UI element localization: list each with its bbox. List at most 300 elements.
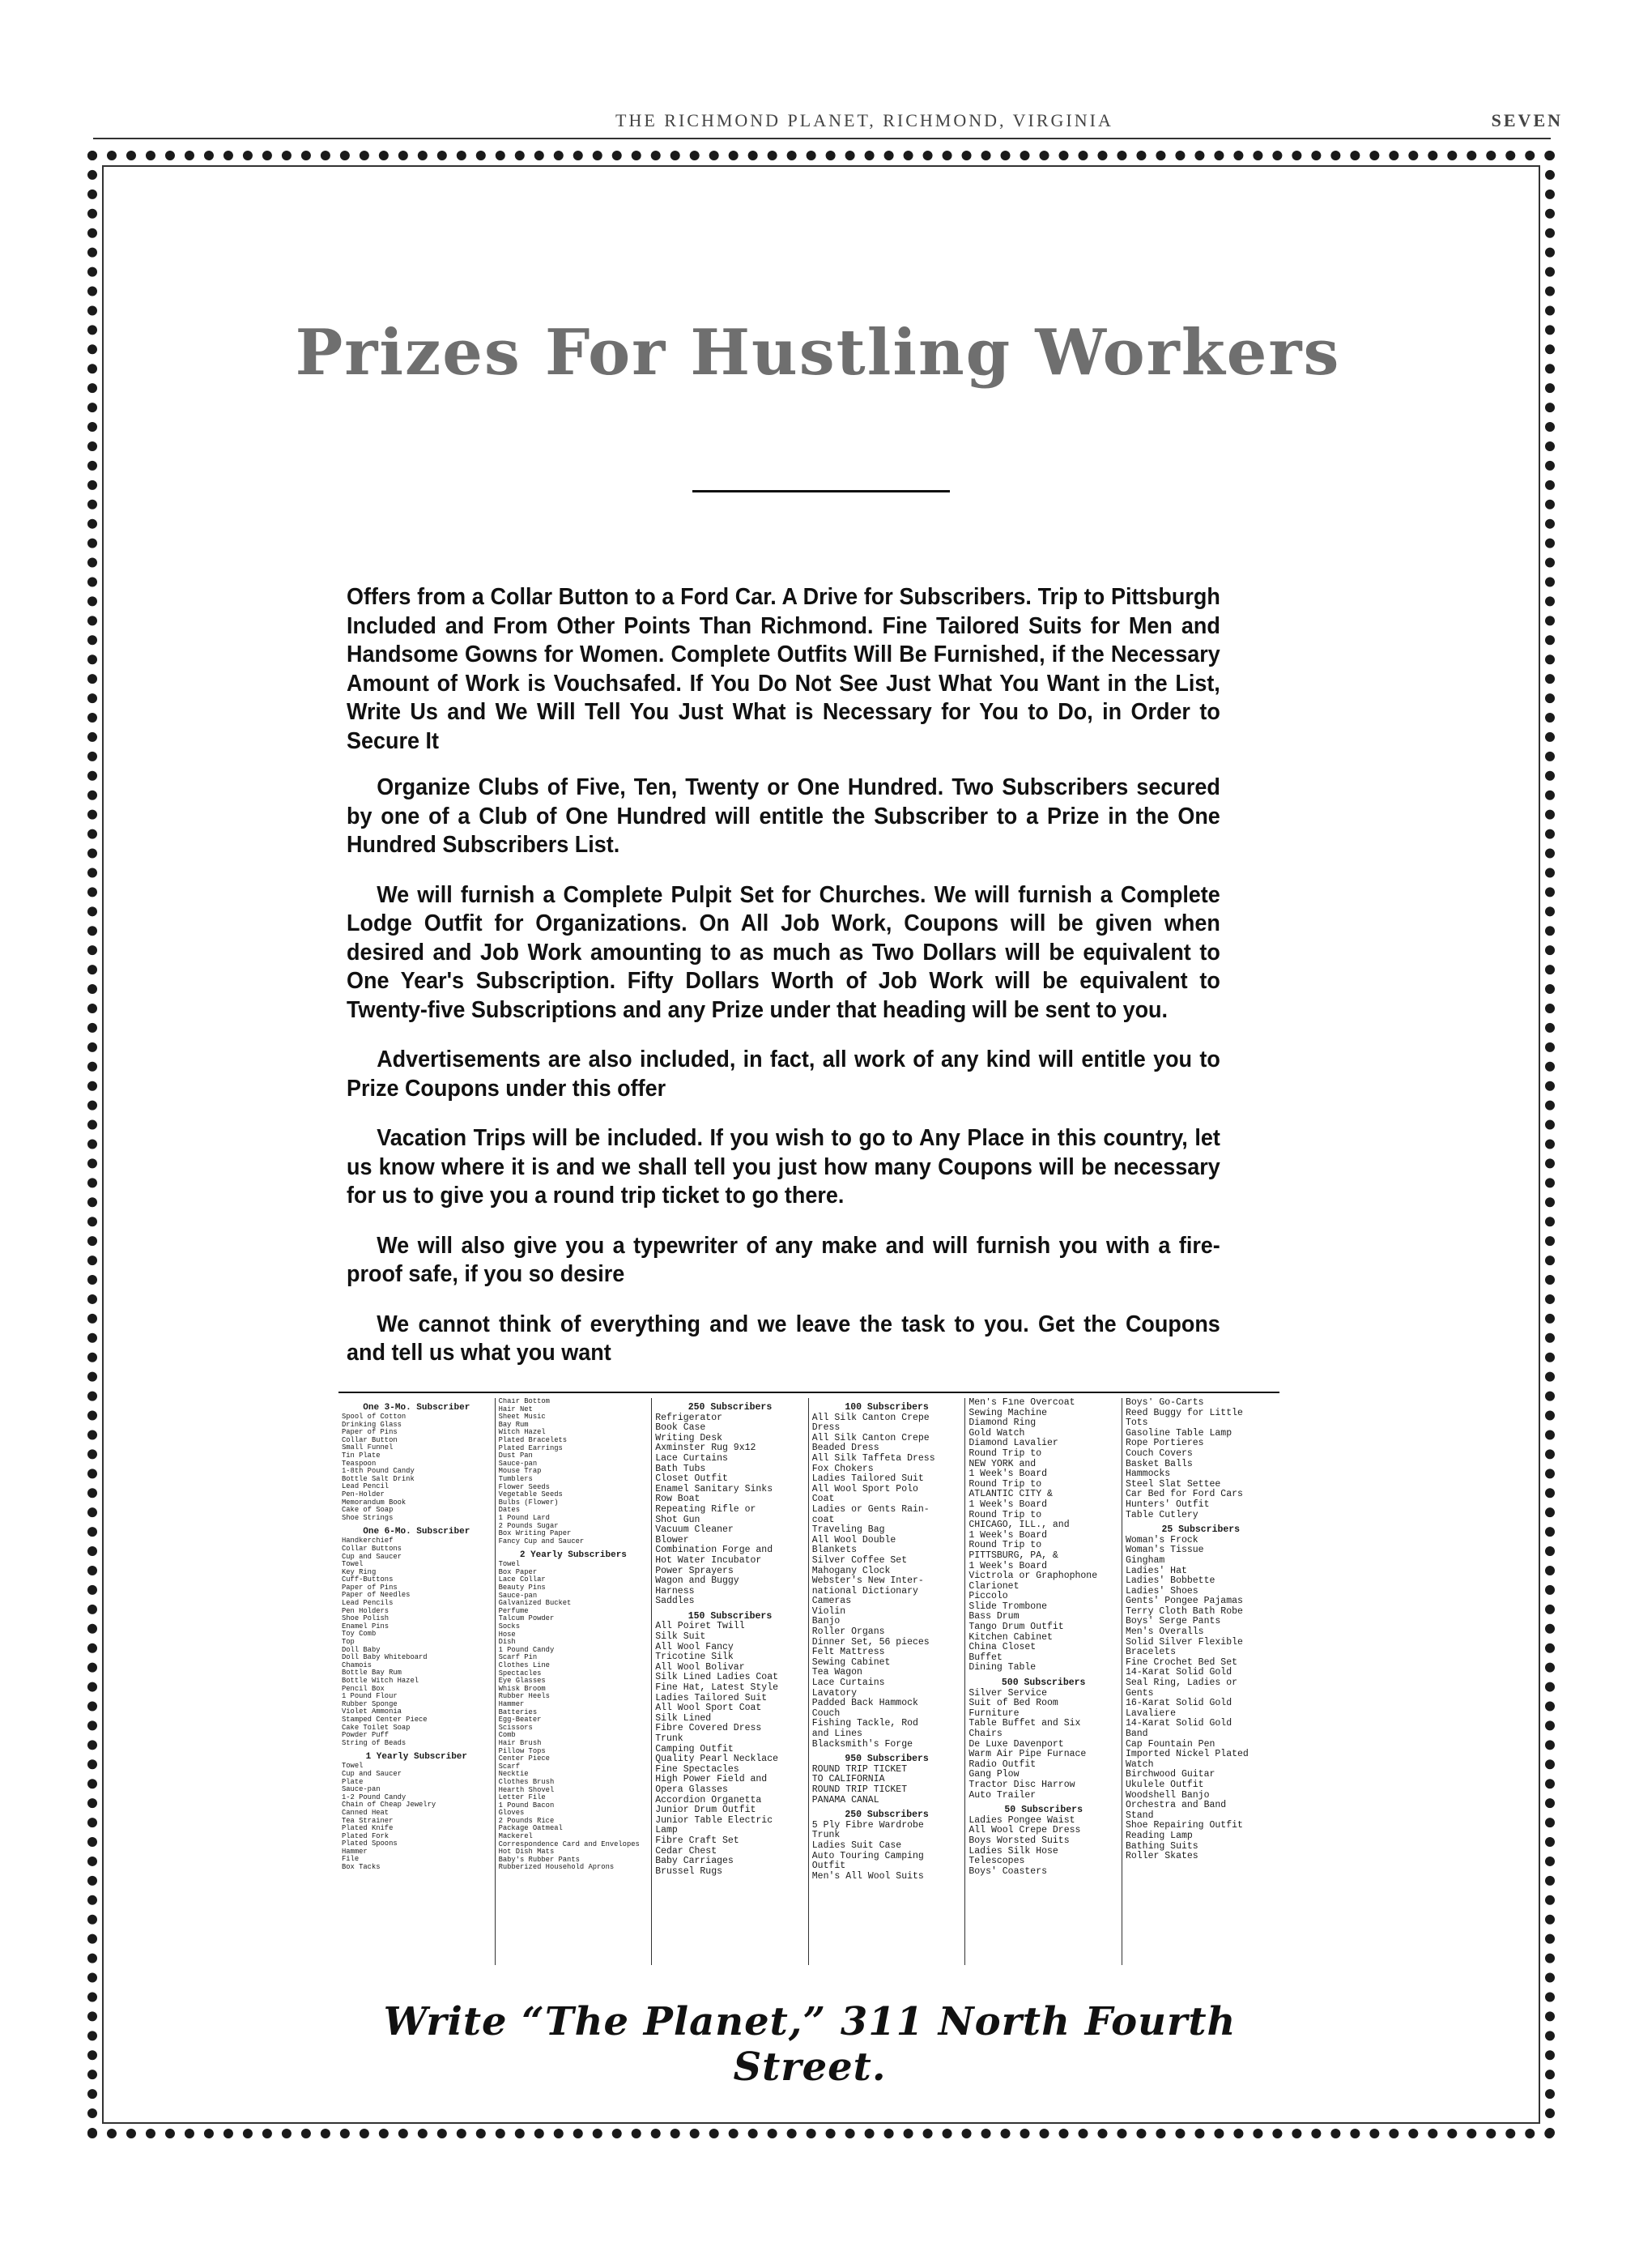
prize-item: Saddles <box>655 1596 695 1607</box>
prize-item: Trunk <box>655 1733 683 1744</box>
prize-item: Tots <box>1125 1418 1148 1429</box>
prize-item: Coat <box>811 1494 835 1505</box>
prize-item: Band <box>1125 1729 1148 1739</box>
prize-item: All Poiret Twill <box>655 1621 745 1632</box>
prize-item: TO CALIFORNIA <box>811 1774 885 1785</box>
prize-item: Sewing Cabinet <box>811 1656 891 1668</box>
prize-item: Ladies' Bobbette <box>1125 1575 1215 1587</box>
prize-group-heading: 250 Subscribers <box>845 1810 929 1821</box>
prize-item: Round Trip to <box>968 1478 1042 1490</box>
prize-item: Violet Ammonia <box>342 1707 402 1716</box>
prize-item: High Power Field and <box>655 1774 768 1785</box>
prize-item: Enamel Pins <box>342 1622 390 1631</box>
prize-item: Men's Fine Overcoat <box>968 1398 1075 1408</box>
prize-item: Blower <box>655 1534 689 1545</box>
prize-item: Scissors <box>498 1723 533 1732</box>
prize-item: Enamel Sanitary Sinks <box>655 1483 773 1494</box>
prize-item: Hair Net <box>498 1405 533 1413</box>
prize-item: Perfume <box>498 1606 529 1615</box>
prize-item: All Wool Fancy <box>655 1641 734 1652</box>
prize-item: Mahogany Clock <box>811 1565 891 1576</box>
prize-item: 1 Week's Board <box>968 1498 1047 1510</box>
prize-item: Box Writing Paper <box>498 1529 572 1538</box>
prize-item: Fine Crochet Bed Set <box>1125 1656 1237 1668</box>
prize-item: Stamped Center Piece <box>342 1715 428 1724</box>
prize-item: Shot Gun <box>655 1514 700 1525</box>
prize-item: Plated Spoons <box>342 1840 398 1848</box>
prize-item: Tango Drum Outfit <box>968 1622 1064 1633</box>
prize-item: Bathing Suits <box>1125 1840 1198 1852</box>
paragraph: Vacation Trips will be included. If you wish to go to Any Place in this country, let us know where it is and we shall tell you just how many Coupons will be necessary for us to give you a round trip ticket to go there. <box>347 1125 1220 1209</box>
prize-item: Gingham <box>1125 1554 1165 1566</box>
prize-list-rule <box>338 1392 1279 1393</box>
prize-item: Lead Pencil <box>342 1482 390 1491</box>
prize-item: Canned Heat <box>342 1808 390 1817</box>
prize-item: Fibre Covered Dress <box>655 1723 762 1734</box>
prize-item: Shoe Strings <box>342 1513 394 1522</box>
prize-item: Plated Knife <box>342 1824 394 1833</box>
prize-item: Banjo <box>811 1616 841 1627</box>
prize-item: Roller Skates <box>1125 1851 1198 1862</box>
prize-item: CHICAGO, ILL., and <box>968 1520 1070 1531</box>
prize-item: Egg-Beater <box>498 1716 542 1724</box>
prize-item: Repeating Rifle or <box>655 1503 756 1515</box>
prize-item: Junior Drum Outfit <box>655 1805 756 1816</box>
prize-item: Collar Button <box>342 1435 398 1444</box>
prize-item: Cake Toilet Soap <box>342 1723 411 1732</box>
prize-item: Paper of Needles <box>342 1591 411 1600</box>
prize-item: Cake of Soap <box>342 1506 394 1515</box>
prize-item: Silver Coffee Set <box>811 1554 908 1566</box>
prize-item: Dates <box>498 1506 520 1515</box>
prize-item: Fishing Tackle, Rod <box>811 1718 918 1729</box>
prize-item: Hammer <box>342 1847 368 1856</box>
prize-item: Dish <box>498 1638 516 1647</box>
prize-item: Collar Buttons <box>342 1544 402 1553</box>
prize-item: String of Beads <box>342 1738 407 1747</box>
prize-item: Tumblers <box>498 1474 533 1483</box>
prize-item: Men's Overalls <box>1125 1626 1204 1638</box>
prize-item: 1-8th Pound Candy <box>342 1467 415 1476</box>
prize-item: Ladies' Shoes <box>1125 1585 1198 1597</box>
prize-item: Woman's Tissue <box>1125 1545 1204 1556</box>
prize-item: Dinner Set, 56 pieces <box>811 1636 930 1648</box>
prize-item: Ladies Tailored Suit <box>655 1692 768 1703</box>
prize-item: Bulbs (Flower) <box>498 1498 559 1507</box>
prize-item: Imported Nickel Plated <box>1125 1749 1249 1760</box>
prize-item: Combination Forge and <box>655 1545 773 1556</box>
prize-item: Chain of Cheap Jewelry <box>342 1801 436 1810</box>
prize-item: Top <box>342 1638 355 1647</box>
prize-group-heading: 500 Subscribers <box>1001 1678 1086 1689</box>
prize-item: Talcum Powder <box>498 1614 555 1623</box>
prize-item: All Wool Sport Coat <box>655 1703 762 1714</box>
prize-item: File <box>342 1855 360 1864</box>
prize-item: Rubber Heels <box>498 1692 550 1701</box>
prize-item: Plated Fork <box>342 1831 390 1840</box>
prize-item: Car Bed for Ford Cars <box>1125 1489 1243 1500</box>
prize-item: Power Sprayers <box>655 1565 734 1576</box>
prize-item: Mackerel <box>498 1832 533 1841</box>
prize-item: Flower Seeds <box>498 1482 550 1491</box>
headline: Prizes For Hustling Workers <box>295 316 1341 390</box>
prize-item: Ladies Tailored Suit <box>811 1473 924 1485</box>
page-number: SEVEN <box>1491 110 1563 130</box>
prize-item: All Wool Sport Polo <box>811 1483 918 1494</box>
prize-item: Whisk Broom <box>498 1684 546 1693</box>
prize-item: Lace Collar <box>498 1575 546 1584</box>
prize-item: Diamond Lavalier <box>968 1438 1058 1449</box>
prize-item: Hearth Shovel <box>498 1785 555 1794</box>
prize-item: Drinking Glass <box>342 1420 402 1429</box>
prize-item: Writing Desk <box>655 1432 723 1443</box>
prize-item: Ladies Pongee Waist <box>968 1814 1075 1826</box>
prize-item: Tin Plate <box>342 1451 381 1460</box>
prize-item: Watch <box>1125 1759 1154 1770</box>
prize-item: All Wool Crepe Dress <box>968 1825 1081 1836</box>
prize-item: Sauce-pan <box>342 1785 381 1794</box>
prize-item: Boys Worsted Suits <box>968 1835 1070 1846</box>
prize-item: Trunk <box>811 1830 841 1841</box>
prize-item: All Silk Canton Crepe <box>811 1412 930 1423</box>
prize-item: Auto Trailer <box>968 1789 1037 1801</box>
prize-item: Plated Earrings <box>498 1443 563 1452</box>
prize-item: Box Paper <box>498 1567 538 1576</box>
prize-item: Blankets <box>811 1545 857 1556</box>
prize-item: Tea Strainer <box>342 1816 394 1825</box>
prize-item: coat <box>811 1514 835 1525</box>
prize-item: 1 Pound Flour <box>342 1692 398 1701</box>
prize-group-heading: 950 Subscribers <box>845 1754 929 1765</box>
paragraph: Offers from a Collar Button to a Ford Car. A Drive for Subscribers. Trip to Pittsburgh Included and From Other Points Than Richmond. Fine Tailored Suits for Men and Handsome Gowns for Women. Complete Outfits Will Be Furnished, if the Necessary Amount of Work is Vouchsafed. If You Do Not See Just What You Want in the List, Write Us and We Will Tell You Just What is Necessary for You to Do, in Order to Secure It <box>347 584 1220 754</box>
prize-group-heading: 50 Subscribers <box>1004 1805 1083 1816</box>
prize-item: Gang Plow <box>968 1769 1020 1780</box>
prize-item: Hammer <box>498 1699 525 1708</box>
prize-item: Couch <box>811 1707 841 1719</box>
prize-item: Chair Bottom <box>498 1398 550 1405</box>
prize-item: Pen Holders <box>342 1606 390 1615</box>
prize-item: Batteries <box>498 1707 538 1716</box>
prize-item: Fibre Craft Set <box>655 1835 739 1846</box>
prize-item: Clarionet <box>968 1580 1020 1592</box>
prize-item: Rubber Sponge <box>342 1699 398 1708</box>
prize-item: Towel <box>342 1560 364 1569</box>
prize-group-heading: 100 Subscribers <box>845 1402 929 1413</box>
prize-item: Birchwood Guitar <box>1125 1769 1215 1780</box>
prize-item: Refrigerator <box>655 1412 723 1423</box>
prize-item: Ladies Silk Hose <box>968 1845 1058 1857</box>
prize-item: Ladies' Hat <box>1125 1565 1187 1576</box>
prize-item: Gold Watch <box>968 1427 1025 1439</box>
prize-item: De Luxe Davenport <box>968 1738 1064 1750</box>
prize-item: Clothes Line <box>498 1661 550 1669</box>
body-text <box>347 583 1220 1389</box>
prize-item: Hammocks <box>1125 1469 1171 1480</box>
prize-item: Cap Fountain Pen <box>1125 1738 1215 1750</box>
prize-column <box>1122 1398 1279 1965</box>
prize-item: 1 Week's Board <box>968 1560 1047 1571</box>
prize-item: Telescopes <box>968 1856 1025 1867</box>
prize-item: Spectacles <box>498 1669 542 1678</box>
prize-column <box>809 1398 966 1965</box>
prize-item: Paper of Pins <box>342 1583 398 1592</box>
prize-item: Silver Service <box>968 1687 1047 1699</box>
prize-item: national Dictionary <box>811 1585 918 1597</box>
prize-item: Toy Comb <box>342 1630 377 1639</box>
prize-item: Chamois <box>342 1660 372 1669</box>
prize-item: Basket Balls <box>1125 1458 1193 1469</box>
prize-item: All Silk Canton Crepe <box>811 1432 930 1443</box>
prize-item: Terry Cloth Bath Robe <box>1125 1605 1243 1617</box>
prize-item: Lace Curtains <box>655 1452 728 1464</box>
prize-item: Row Boat <box>655 1494 700 1505</box>
prize-group-heading: 25 Subscribers <box>1161 1524 1241 1536</box>
prize-group-heading: 1 Yearly Subscriber <box>365 1752 467 1763</box>
prize-item: Boys' Serge Pants <box>1125 1616 1221 1627</box>
prize-item: Bottle Witch Hazel <box>342 1677 419 1685</box>
prize-item: Opera Glasses <box>655 1784 728 1795</box>
prize-item: Tractor Disc Harrow <box>968 1779 1075 1790</box>
prize-item: Pencil Box <box>342 1684 385 1693</box>
prize-item: Doll Baby Whiteboard <box>342 1653 428 1662</box>
prize-item: PITTSBURG, PA, & <box>968 1550 1058 1561</box>
prize-item: Package Oatmeal <box>498 1824 563 1833</box>
prize-item: Silk Suit <box>655 1631 706 1643</box>
headline-rule <box>692 490 950 492</box>
prize-item: Closet Outfit <box>655 1473 728 1485</box>
prize-item: Warm Air Pipe Furnace <box>968 1749 1087 1760</box>
prize-item: Galvanized Bucket <box>498 1599 572 1608</box>
prize-item: Couch Covers <box>1125 1447 1193 1459</box>
prize-item: Beauty Pins <box>498 1584 546 1592</box>
prize-item: Dress <box>811 1422 841 1434</box>
prize-list <box>338 1398 1279 1965</box>
prize-item: All Silk Taffeta Dress <box>811 1452 935 1464</box>
prize-item: Doll Baby <box>342 1645 381 1654</box>
prize-item: Socks <box>498 1622 520 1631</box>
prize-item: Junior Table Electric <box>655 1814 773 1826</box>
prize-item: Lace Curtains <box>811 1678 885 1689</box>
prize-item: Shoe Polish <box>342 1614 390 1623</box>
prize-item: All Wool Double <box>811 1534 896 1545</box>
prize-item: Gasoline Table Lamp <box>1125 1427 1232 1439</box>
prize-item: Plate <box>342 1777 364 1786</box>
prize-item: Hot Water Incubator <box>655 1554 762 1566</box>
prize-item: Lavatory <box>811 1687 857 1699</box>
prize-item: Hot Dish Mats <box>498 1848 555 1857</box>
prize-item: Slide Trombone <box>968 1601 1047 1612</box>
prize-item: Hose <box>498 1630 516 1639</box>
prize-item: Sewing Machine <box>968 1407 1047 1418</box>
prize-item: Paper of Pins <box>342 1428 398 1437</box>
prize-item: Camping Outfit <box>655 1743 734 1754</box>
paragraph: Organize Clubs of Five, Ten, Twenty or One Hundred. Two Subscribers secured by one of a Club of One Hundred will entitle the Subscriber to a Prize in the One Hundred Subscribers List. <box>347 774 1220 858</box>
prize-item: Tricotine Silk <box>655 1652 734 1663</box>
paragraph: We cannot think of everything and we leave the task to you. Get the Coupons and tell us what you want <box>347 1311 1220 1366</box>
masthead-rule <box>93 138 1551 139</box>
prize-item: Boys' Coasters <box>968 1865 1047 1877</box>
prize-item: Eye Glasses <box>498 1677 546 1686</box>
prize-item: Axminster Rug 9x12 <box>655 1443 756 1454</box>
prize-item: Blacksmith's Forge <box>811 1738 913 1750</box>
prize-item: Accordion Organetta <box>655 1794 762 1805</box>
prize-item: Lamp <box>655 1825 678 1836</box>
prize-item: Table Cutlery <box>1125 1509 1198 1520</box>
paragraph: We will furnish a Complete Pulpit Set for Churches. We will furnish a Complete Lodge Outfit for Organizations. On All Job Work, Coupons will be given when desired and Job Work amounting to as much as Two Dollars will be equivalent to One Year's Subscription. Fifty Dollars Worth of Job Work will be equivalent to Twenty-five Subscriptions and any Prize under that heading will be sent to you. <box>347 881 1220 1023</box>
paragraph: We will also give you a typewriter of any make and will furnish you with a fire-proof safe, if you so desire <box>347 1232 1220 1287</box>
prize-item: Kitchen Cabinet <box>968 1631 1053 1643</box>
prize-item: Fox Chokers <box>811 1463 874 1474</box>
prize-item: Towel <box>342 1762 364 1771</box>
prize-item: China Closet <box>968 1642 1037 1653</box>
prize-item: Book Case <box>655 1422 706 1434</box>
prize-item: Baby Carriages <box>655 1856 734 1867</box>
prize-item: Gents' Pongee Pajamas <box>1125 1596 1243 1607</box>
prize-item: Diamond Ring <box>968 1418 1037 1429</box>
prize-item: Piccolo <box>968 1591 1008 1602</box>
prize-item: Felt Mattress <box>811 1647 885 1658</box>
prize-item: Table Buffet and Six <box>968 1718 1081 1729</box>
prize-item: 1 Pound Bacon <box>498 1801 555 1810</box>
prize-item: Tea Wagon <box>811 1667 862 1678</box>
prize-item: Hair Brush <box>498 1738 542 1747</box>
prize-item: Solid Silver Flexible <box>1125 1636 1243 1648</box>
prize-item: 2 Pounds Sugar <box>498 1521 559 1530</box>
prize-item: 1-2 Pound Candy <box>342 1793 407 1801</box>
prize-item: 1 Pound Lard <box>498 1513 550 1522</box>
prize-item: Gents <box>1125 1687 1154 1699</box>
prize-item: Round Trip to <box>968 1509 1042 1520</box>
prize-item: Wagon and Buggy <box>655 1575 739 1587</box>
prize-item: Lavaliere <box>1125 1707 1177 1719</box>
prize-column <box>496 1398 653 1965</box>
prize-item: Witch Hazel <box>498 1428 546 1437</box>
prize-item: Stand <box>1125 1810 1154 1821</box>
prize-item: Reading Lamp <box>1125 1830 1193 1841</box>
prize-item: 2 Pounds Rice <box>498 1816 555 1825</box>
prize-item: Cameras <box>811 1596 852 1607</box>
prize-item: Orchestra and Band <box>1125 1800 1227 1811</box>
prize-group-heading: 2 Yearly Subscribers <box>519 1550 627 1561</box>
prize-column <box>338 1398 496 1965</box>
prize-item: Furniture <box>968 1707 1020 1719</box>
prize-item: Beaded Dress <box>811 1443 879 1454</box>
prize-item: Round Trip to <box>968 1540 1042 1551</box>
prize-item: PANAMA CANAL <box>811 1794 879 1805</box>
prize-item: Gloves <box>498 1809 525 1818</box>
prize-group-heading: 150 Subscribers <box>688 1610 773 1622</box>
prize-item: Comb <box>498 1731 516 1740</box>
prize-item: Outfit <box>811 1861 846 1872</box>
prize-item: Buffet <box>968 1652 1003 1663</box>
prize-item: Men's All Wool Suits <box>811 1870 924 1882</box>
prize-item: Silk Lined Ladies Coat <box>655 1672 779 1683</box>
prize-item: and Lines <box>811 1729 862 1739</box>
prize-item: Roller Organs <box>811 1626 885 1638</box>
prize-item: Bay Rum <box>498 1420 529 1429</box>
prize-item: Radio Outfit <box>968 1759 1037 1770</box>
prize-item: Violin <box>811 1605 846 1617</box>
prize-item: Hunters' Outfit <box>1125 1498 1210 1510</box>
prize-item: Ukulele Outfit <box>1125 1779 1204 1790</box>
prize-item: Round Trip to <box>968 1447 1042 1459</box>
prize-group-heading: One 6-Mo. Subscriber <box>363 1527 470 1537</box>
prize-item: ROUND TRIP TICKET <box>811 1763 908 1775</box>
prize-item: Shoe Repairing Outfit <box>1125 1820 1243 1831</box>
prize-item: Dust Pan <box>498 1452 533 1460</box>
masthead-title: THE RICHMOND PLANET, RICHMOND, VIRGINIA <box>615 110 1113 130</box>
prize-item: Fine Spectacles <box>655 1763 739 1775</box>
prize-item: Traveling Bag <box>811 1524 885 1536</box>
prize-item: ATLANTIC CITY & <box>968 1489 1053 1500</box>
prize-group-heading: 250 Subscribers <box>688 1402 773 1413</box>
prize-item: Dining Table <box>968 1662 1037 1673</box>
prize-item: Spool of Cotton <box>342 1413 407 1421</box>
prize-item: Suit of Bed Room <box>968 1698 1058 1709</box>
prize-item: Handkerchief <box>342 1537 394 1545</box>
prize-item: Padded Back Hammock <box>811 1698 918 1709</box>
prize-item: Cup and Saucer <box>342 1769 402 1778</box>
prize-group-heading: One 3-Mo. Subscriber <box>363 1403 470 1413</box>
prize-item: 16-Karat Solid Gold <box>1125 1698 1232 1709</box>
prize-item: Brussel Rugs <box>655 1865 723 1877</box>
prize-item: 14-Karat Solid Gold <box>1125 1667 1232 1678</box>
prize-item: Key Ring <box>342 1567 377 1576</box>
prize-item: Fine Hat, Latest Style <box>655 1682 779 1694</box>
prize-item: Sauce-pan <box>498 1459 538 1468</box>
prize-item: Scarf <box>498 1762 520 1771</box>
prize-item: Quality Pearl Necklace <box>655 1754 779 1765</box>
prize-item: Cup and Saucer <box>342 1552 402 1561</box>
prize-item: Teaspoon <box>342 1459 377 1468</box>
prize-item: Pillow Tops <box>498 1746 546 1755</box>
prize-item: Bass Drum <box>968 1611 1020 1622</box>
prize-item: 1 Week's Board <box>968 1529 1047 1541</box>
prize-item: Powder Puff <box>342 1731 390 1740</box>
prize-item: All Wool Bolivar <box>655 1661 745 1673</box>
prize-item: 14-Karat Solid Gold <box>1125 1718 1232 1729</box>
prize-item: ROUND TRIP TICKET <box>811 1784 908 1795</box>
prize-item: Cuff-Buttons <box>342 1575 394 1584</box>
prize-item: Sauce-pan <box>498 1591 538 1600</box>
prize-item: Baby's Rubber Pants <box>498 1855 580 1864</box>
prize-item: Bracelets <box>1125 1647 1177 1658</box>
prize-item: Bottle Salt Drink <box>342 1474 415 1483</box>
prize-item: Woodshell Banjo <box>1125 1789 1210 1801</box>
prize-item: Small Funnel <box>342 1443 394 1452</box>
prize-item: Necktie <box>498 1770 529 1779</box>
prize-item: Letter File <box>498 1793 546 1802</box>
prize-item: Correspondence Card and Envelopes <box>498 1840 640 1848</box>
paragraph: Advertisements are also included, in fact, all work of any kind will entitle you to Prize Coupons under this offer <box>347 1047 1220 1102</box>
prize-item: Webster's New Inter- <box>811 1575 924 1587</box>
prize-item: Bath Tubs <box>655 1463 706 1474</box>
prize-column <box>965 1398 1122 1965</box>
prize-item: 1 Week's Board <box>968 1469 1047 1480</box>
prize-item: Lead Pencils <box>342 1599 394 1608</box>
footer-address: Write “The Planet,” 311 North Fourth Street. <box>383 1999 1237 2090</box>
prize-item: Chairs <box>968 1729 1003 1739</box>
prize-item: Auto Touring Camping <box>811 1850 924 1861</box>
prize-item: Victrola or Graphophone <box>968 1571 1098 1582</box>
prize-item: Ladies Suit Case <box>811 1840 902 1851</box>
prize-item: Plated Bracelets <box>498 1435 568 1444</box>
prize-item: Boys' Go-Carts <box>1125 1398 1204 1408</box>
prize-item: Reed Buggy for Little <box>1125 1407 1243 1418</box>
prize-item: Vegetable Seeds <box>498 1490 563 1499</box>
prize-item: Fancy Cup and Saucer <box>498 1537 585 1545</box>
prize-column <box>652 1398 809 1965</box>
